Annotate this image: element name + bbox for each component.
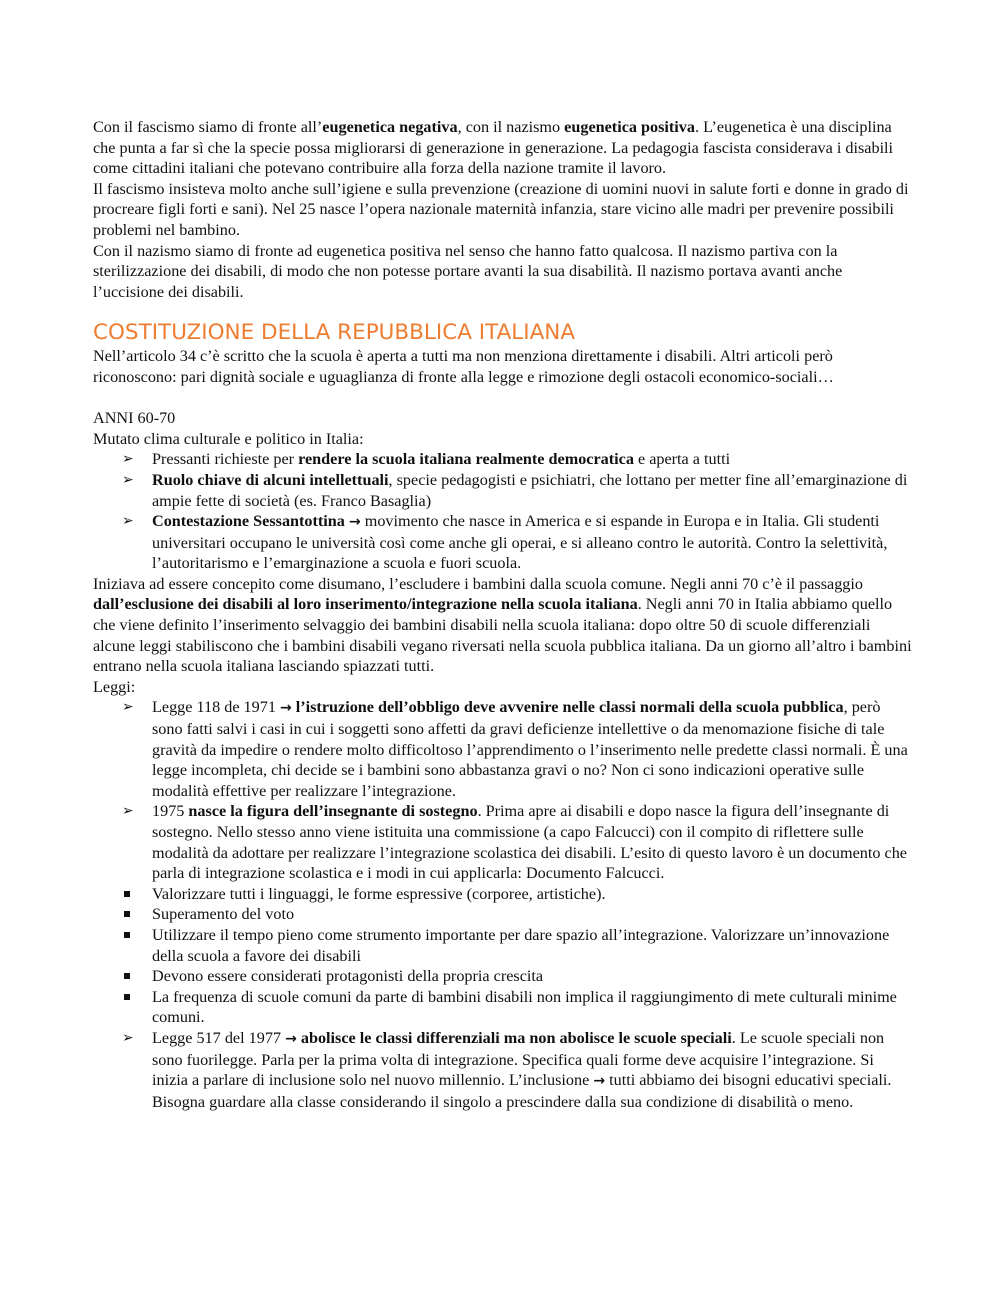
text-run: Pressanti richieste per	[152, 450, 299, 469]
text-run: Con il fascismo siamo di fronte all’	[93, 118, 323, 136]
bold-text: nasce la figura dell’insegnante di sostegno	[188, 802, 478, 821]
text-run: movimento che nasce in America e si espande in Europa e in Italia. Gli studenti universitari occupano le università così come anche gli operai, e si alleano contro le autorità. Contro la selettività, l’autoritarismo e l’emarginazione a scuola e fuori scuola.	[152, 512, 888, 573]
text-run: Legge 517 del 1977	[152, 1028, 286, 1047]
text-run: Valorizzare tutti i linguaggi, le forme espressive (corporee, artistiche).	[152, 884, 606, 903]
bullet-list-leggi	[93, 697, 913, 1112]
text-run: . L’eugenetica è una disciplina che punta a far sì che la specie possa migliorarsi di generazione in generazione. La pedagogia fascista considerava i disabili come cittadini italiani che potevano contribuire alla forza della nazione tramite il lavoro.	[93, 118, 894, 178]
paragraph-nazismo: Con il nazismo siamo di fronte ad eugenetica positiva nel senso che hanno fatto qualcosa. Il nazismo partiva con la sterilizzazione dei disabili, di modo che non potesse portare avanti la sua disabilità. Il nazismo portava avanti anche l’uccisione dei disabili.	[93, 241, 843, 301]
text-run: Devono essere considerati protagonisti della propria crescita	[152, 967, 544, 986]
bold-text: abolisce le classi differenziali ma non abolisce le scuole speciali	[300, 1028, 732, 1047]
text-run: Utilizzare il tempo pieno come strumento importante per dare spazio all’integrazione. Valorizzare un’innovazione della scuola a favore dei disabili	[152, 925, 890, 965]
paragraph-lead: Mutato clima culturale e politico in Italia:	[93, 429, 364, 448]
arrow-bullet-icon: ➢	[122, 471, 134, 488]
arrow-right-icon: →	[285, 1030, 297, 1047]
paragraph-eugenetica	[93, 117, 913, 179]
arrow-bullet-icon: ➢	[122, 699, 134, 716]
square-bullet-icon	[124, 932, 130, 938]
text-run: Iniziava ad essere concepito come disumano, l’escludere i bambini dalla scuola comune. Negli anni 70 c’è il passaggio	[93, 574, 863, 593]
bold-text: Ruolo chiave di alcuni intellettuali	[152, 470, 389, 489]
bold-text: rendere la scuola italiana realmente democratica	[298, 450, 634, 469]
bold-text: dall’esclusione dei disabili al loro inserimento/integrazione nella scuola italiana	[93, 595, 638, 614]
arrow-right-icon: →	[348, 514, 361, 531]
text-run: Legge 118 de 1971	[152, 698, 280, 717]
text-run: 1975	[152, 802, 189, 821]
paragraph-inserimento	[93, 574, 913, 677]
list-item	[93, 884, 913, 905]
text-run: La frequenza di scuole comuni da parte di bambini disabili non implica il raggiungimento di mete culturali minime comuni.	[152, 987, 897, 1027]
bullet-list-anni	[93, 449, 913, 574]
text-run: , con il nazismo	[457, 118, 565, 136]
arrow-bullet-icon: ➢	[122, 451, 134, 468]
text-run: Superamento del voto	[152, 905, 295, 924]
paragraph-costituzione: Nell’articolo 34 c’è scritto che la scuola è aperta a tutti ma non menziona direttamente i disabili. Altri articoli però riconoscono: pari dignità sociale e uguaglianza di fronte alla legge e rimozione degli ostacoli economico-sociali…	[93, 347, 834, 386]
bold-text: Contestazione Sessantottina	[152, 512, 345, 531]
list-item	[93, 1028, 913, 1112]
arrow-right-icon: →	[279, 700, 292, 717]
text-run: . Negli anni 70 in Italia abbiamo quello che viene definito l’inserimento selvaggio dei bambini disabili nella scuola italiana: dopo oltre 50 di scuole differenziali alcune leggi stabiliscono che i bambini disabili vegano riversati nella scuola pubblica italiana. Da un giorno all’altro i bambini entrano nella scuola italiana lasciando spiazzati tutti.	[93, 595, 912, 676]
arrow-bullet-icon: ➢	[122, 803, 134, 820]
section-heading: COSTITUZIONE DELLA REPUBBLICA ITALIANA	[93, 320, 576, 346]
text-run: e aperta a tutti	[633, 450, 731, 469]
bold-text: eugenetica negativa	[322, 118, 458, 136]
text-run: . Le scuole speciali non sono fuorilegge. Parla per la prima volta di integrazione. Specifica quali forme deve acquisire l’integrazione. Si inizia a parlare di inclusione solo nel nuovo millennio. L’inclusione	[152, 1028, 885, 1090]
square-bullet-icon	[124, 994, 130, 1000]
list-item	[93, 697, 913, 801]
list-item	[93, 987, 913, 1028]
text-run: , specie pedagogisti e psichiatri, che lottano per metter fine all’emarginazione di ampie fette di società (es. Franco Basaglia)	[152, 470, 908, 510]
list-item	[93, 904, 913, 925]
bold-text: eugenetica positiva	[564, 118, 695, 136]
list-item	[93, 925, 913, 966]
arrow-bullet-icon: ➢	[122, 513, 134, 530]
arrow-bullet-icon: ➢	[122, 1029, 134, 1046]
text-run: . Prima apre ai disabili e dopo nasce la figura dell’insegnante di sostegno. Nello stesso anno viene istituita una commissione (a capo Falcucci) con il compito di riflettere sulle modalità da adottare per realizzare l’integrazione scolastica dei disabili. L’esito di questo lavoro è un documento che parla di integrazione scolastica e i modi in cui applicarla: Documento Falcucci.	[152, 802, 907, 883]
list-item	[93, 511, 913, 574]
list-item	[93, 966, 913, 987]
document-body	[93, 117, 913, 1112]
subheading-anni: ANNI 60-70	[93, 409, 176, 428]
label-leggi: Leggi:	[93, 677, 136, 696]
paragraph-fascismo: Il fascismo insisteva molto anche sull’igiene e sulla prevenzione (creazione di uomini nuovi in salute forti e donne in grado di procreare figli forti e sani). Nel 25 nasce l’opera nazionale maternità infanzia, stare vicino alle madri per prevenire possibili problemi nel bambino.	[93, 179, 909, 239]
list-item	[93, 801, 913, 883]
list-item	[93, 449, 913, 470]
arrow-right-icon: →	[593, 1073, 606, 1090]
bold-text: l’istruzione dell’obbligo deve avvenire nelle classi normali della scuola pubblica	[295, 698, 844, 717]
square-bullet-icon	[124, 891, 130, 897]
text-run: tutti abbiamo dei bisogni educativi speciali. Bisogna guardare alla classe considerando il singolo a prescindere dalla sua condizione di disabilità o meno.	[152, 1071, 892, 1111]
text-run: , però sono fatti salvi i casi in cui i soggetti sono affetti da gravi deficienze intellettive o da menomazione fisiche di tale gravità da impedire o rendere molto difficoltoso l’apprendimento o l’inserimento nelle predette classi normali. È una legge incompleta, chi decide se i bambini sono abbastanza gravi o no? Non ci sono indicazioni operative sulle modalità effettive per realizzare l’integrazione.	[152, 698, 908, 800]
blank-line	[93, 388, 913, 409]
square-bullet-icon	[124, 973, 130, 979]
list-item	[93, 470, 913, 511]
square-bullet-icon	[124, 911, 130, 917]
